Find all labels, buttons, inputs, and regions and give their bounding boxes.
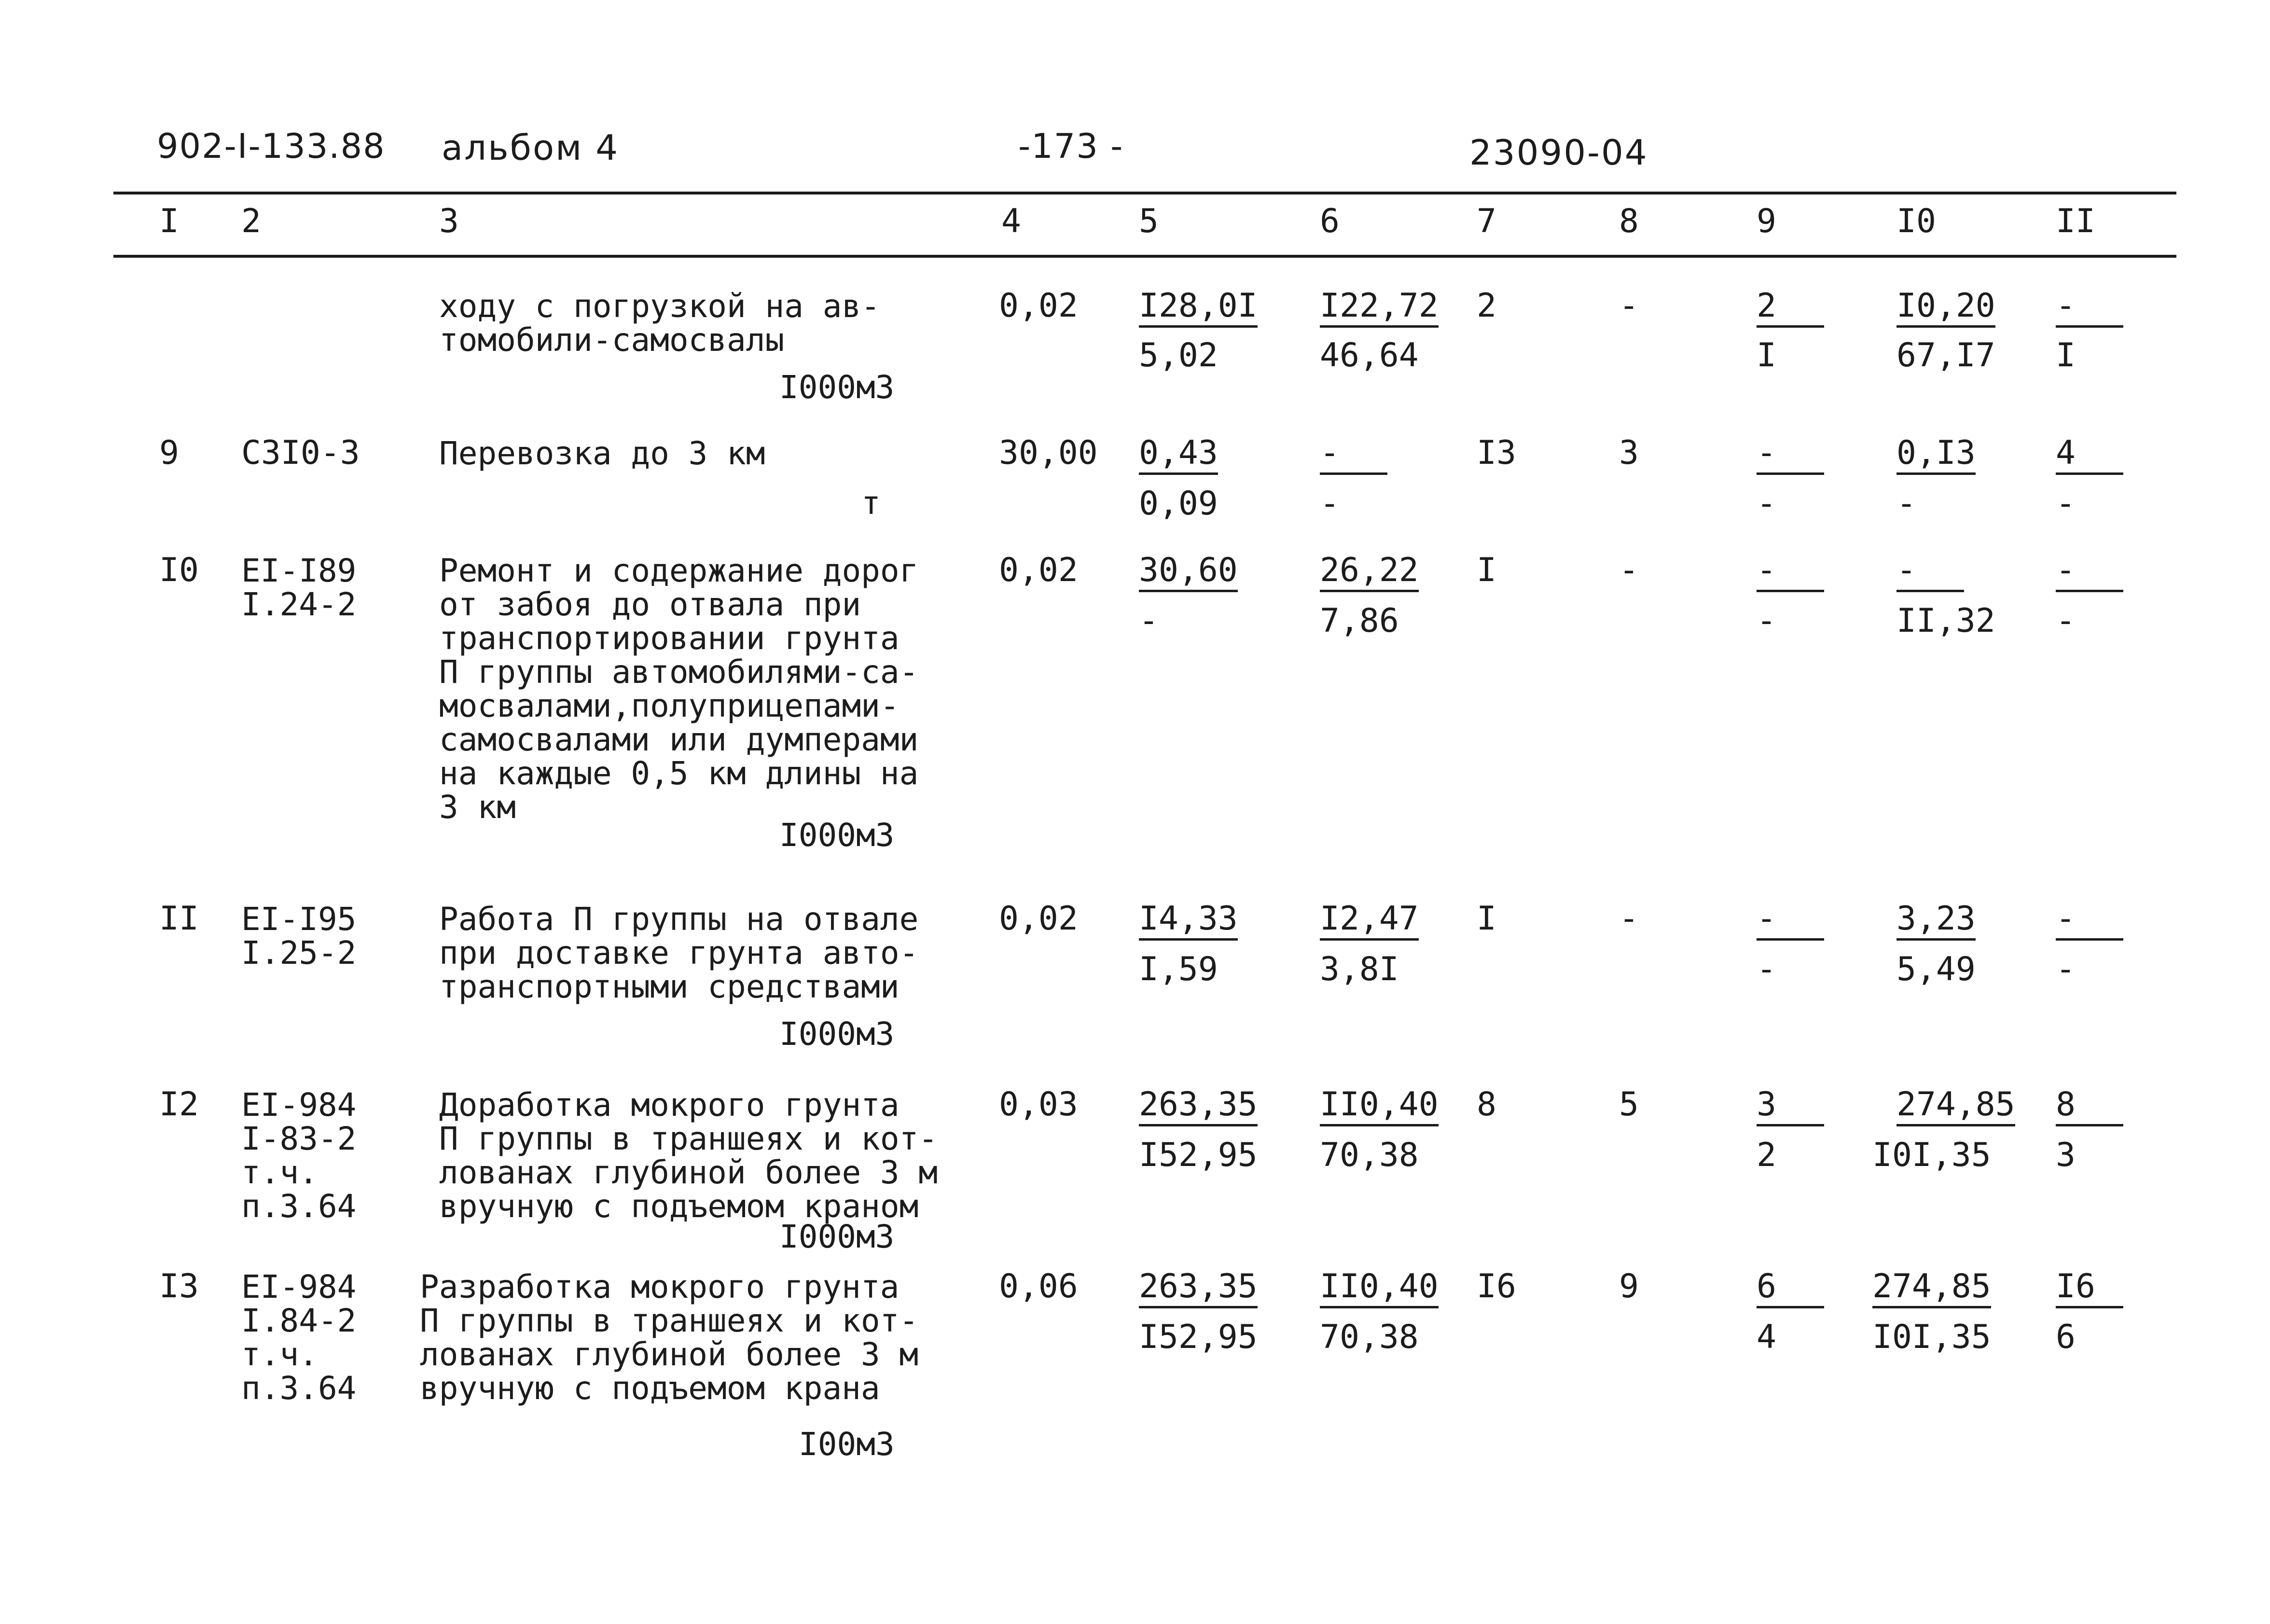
labor-unit-machinists: I0I,35 — [1872, 1318, 1991, 1356]
machine-total: - — [1757, 902, 1824, 941]
total-cost: 2 — [1477, 287, 1496, 325]
unit-cost-total: I28,0I — [1139, 290, 1258, 328]
unit-cost-wages: - — [1139, 602, 1159, 640]
quantity: 0,02 — [999, 551, 1078, 589]
column-header: 5 — [1139, 202, 1159, 240]
labor-unit-machinists: - — [1896, 485, 1916, 523]
labor-total-machinists: - — [2056, 485, 2076, 523]
labor-unit: I0,20 — [1896, 290, 1995, 328]
unit-cost-total: 263,35 — [1139, 1270, 1258, 1308]
row-number: I3 — [159, 1267, 199, 1305]
labor-unit: 274,85 — [1896, 1088, 2015, 1126]
total-cost: I — [1477, 551, 1496, 589]
work-description: Ремонт и содержание дорог от забоя до отвала при транспортировании грунта П группы автомобилями-са- мосвалами,полуприцепами- самосвалами или думперами на каждые 0,5 км длины на 3 км — [439, 552, 919, 826]
row-number: 9 — [159, 434, 179, 472]
unit-cost-wages: I52,95 — [1139, 1318, 1258, 1356]
machine-cost: I22,72 — [1320, 290, 1439, 328]
labor-total: - — [2056, 902, 2123, 941]
unit-cost-total: I4,33 — [1139, 902, 1238, 941]
machine-total: 6 — [1757, 1270, 1824, 1308]
machine-total: 3 — [1757, 1088, 1824, 1126]
machine-cost: - — [1320, 437, 1387, 475]
table-top-rule — [113, 192, 2176, 194]
work-description: ходу с погрузкой на ав- томобили-самосвалы — [439, 288, 880, 359]
labor-unit-machinists: 67,I7 — [1896, 336, 1995, 375]
labor-total: - — [2056, 554, 2123, 592]
unit-cost-wages: 0,09 — [1139, 485, 1218, 523]
total-wages: - — [1619, 287, 1639, 325]
column-header: 7 — [1477, 202, 1496, 240]
machine-total: - — [1757, 437, 1824, 475]
measure-unit: I000м3 — [779, 369, 895, 406]
machine-cost: II0,40 — [1320, 1088, 1439, 1126]
norm-code: EI-984 I.84-2 т.ч. п.3.64 — [241, 1268, 357, 1407]
quantity: 0,02 — [999, 900, 1078, 938]
labor-unit-machinists: I0I,35 — [1872, 1136, 1991, 1174]
total-wages: - — [1619, 551, 1639, 589]
labor-unit: 0,I3 — [1896, 437, 1976, 475]
unit-cost-total: 30,60 — [1139, 554, 1238, 592]
machine-total: - — [1757, 554, 1824, 592]
measure-unit: I000м3 — [779, 817, 895, 854]
total-cost: 8 — [1477, 1085, 1496, 1124]
machine-cost: 26,22 — [1320, 554, 1419, 592]
labor-unit-machinists: 5,49 — [1896, 950, 1976, 988]
column-header: 4 — [1001, 202, 1021, 240]
total-wages: 3 — [1619, 434, 1639, 472]
machine-wages: 7,86 — [1320, 602, 1399, 640]
row-number: I0 — [159, 551, 199, 589]
total-cost: I6 — [1477, 1267, 1516, 1305]
total-wages: - — [1619, 900, 1639, 938]
unit-cost-wages: I52,95 — [1139, 1136, 1258, 1174]
measure-unit: I00м3 — [799, 1426, 895, 1463]
measure-unit: т — [861, 485, 881, 522]
total-wages: 9 — [1619, 1267, 1639, 1305]
column-header: II — [2056, 202, 2095, 240]
labor-unit-machinists: II,32 — [1896, 602, 1995, 640]
machine-wages: 46,64 — [1320, 336, 1419, 375]
labor-total-machinists: - — [2056, 602, 2076, 640]
total-cost: I — [1477, 900, 1496, 938]
document-code: 902-I-133.88 — [157, 126, 386, 166]
machine-total-wages: - — [1757, 485, 1776, 523]
column-header: I0 — [1896, 202, 1936, 240]
page-number: -173 - — [1018, 126, 1124, 166]
quantity: 30,00 — [999, 434, 1098, 472]
machine-total-wages: - — [1757, 950, 1776, 988]
measure-unit: I000м3 — [779, 1218, 895, 1255]
labor-unit: 274,85 — [1872, 1270, 1991, 1308]
machine-wages: - — [1320, 485, 1340, 523]
quantity: 0,06 — [999, 1267, 1078, 1305]
labor-total-machinists: I — [2056, 336, 2076, 375]
norm-code: EI-I95 I.25-2 — [241, 901, 357, 972]
norm-code: EI-984 I-83-2 т.ч. п.3.64 — [241, 1086, 357, 1225]
unit-cost-total: 0,43 — [1139, 437, 1218, 475]
machine-total-wages: I — [1757, 336, 1776, 375]
album-label: альбом 4 — [442, 127, 620, 168]
labor-total-machinists: 3 — [2056, 1136, 2076, 1174]
document-number: 23090-04 — [1469, 132, 1648, 173]
column-header: I — [159, 202, 179, 240]
norm-code: C3I0-3 — [241, 434, 360, 472]
table-header-rule — [113, 255, 2176, 258]
unit-cost-wages: I,59 — [1139, 950, 1218, 988]
machine-wages: 70,38 — [1320, 1318, 1419, 1356]
measure-unit: I000м3 — [779, 1015, 895, 1053]
labor-total: 4 — [2056, 437, 2123, 475]
labor-unit: - — [1896, 554, 1964, 592]
row-number: II — [159, 900, 199, 938]
column-header: 9 — [1757, 202, 1776, 240]
labor-total: I6 — [2056, 1270, 2123, 1308]
total-cost: I3 — [1477, 434, 1516, 472]
work-description: Разработка мокрого грунта П группы в траншеях и кот- лованах глубиной более 3 м вручную с подъемом крана — [420, 1268, 919, 1407]
machine-total-wages: 4 — [1757, 1318, 1776, 1356]
work-description: Работа П группы на отвале при доставке грунта авто- транспортными средствами — [439, 901, 919, 1005]
machine-wages: 70,38 — [1320, 1136, 1419, 1174]
quantity: 0,02 — [999, 287, 1078, 325]
column-header: 3 — [439, 202, 459, 240]
machine-total-wages: 2 — [1757, 1136, 1776, 1174]
quantity: 0,03 — [999, 1085, 1078, 1124]
total-wages: 5 — [1619, 1085, 1639, 1124]
machine-total-wages: - — [1757, 602, 1776, 640]
machine-cost: I2,47 — [1320, 902, 1419, 941]
labor-total-machinists: - — [2056, 950, 2076, 988]
column-header: 8 — [1619, 202, 1639, 240]
row-number: I2 — [159, 1085, 199, 1124]
norm-code: EI-I89 I.24-2 — [241, 552, 357, 623]
labor-total-machinists: 6 — [2056, 1318, 2076, 1356]
unit-cost-total: 263,35 — [1139, 1088, 1258, 1126]
machine-total: 2 — [1757, 290, 1824, 328]
unit-cost-wages: 5,02 — [1139, 336, 1218, 375]
column-header: 2 — [241, 202, 261, 240]
labor-unit: 3,23 — [1896, 902, 1976, 941]
work-description: Доработка мокрого грунта П группы в траншеях и кот- лованах глубиной более 3 м вручную с подъемом краном — [439, 1086, 938, 1225]
work-description: Перевозка до 3 км — [439, 435, 765, 472]
labor-total: 8 — [2056, 1088, 2123, 1126]
column-header: 6 — [1320, 202, 1340, 240]
machine-cost: II0,40 — [1320, 1270, 1439, 1308]
labor-total: - — [2056, 290, 2123, 328]
machine-wages: 3,8I — [1320, 950, 1399, 988]
